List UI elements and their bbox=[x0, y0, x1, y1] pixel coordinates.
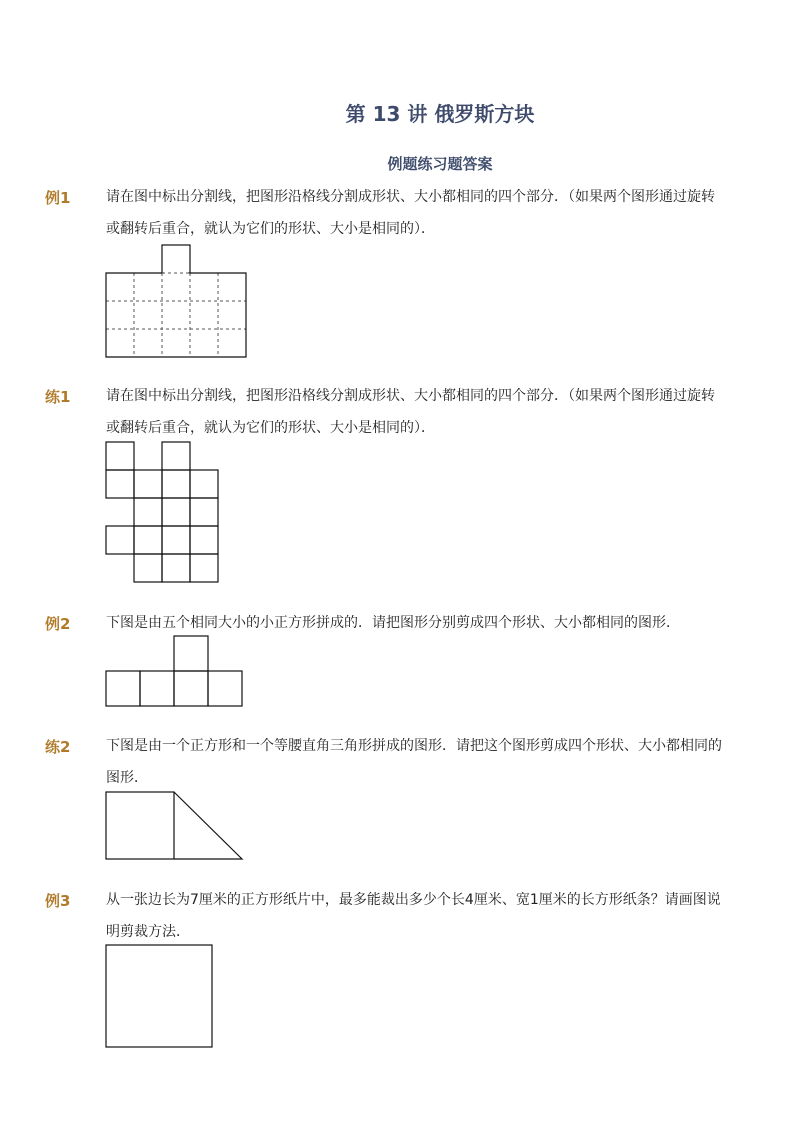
page-title: 第 13 讲 俄罗斯方块 bbox=[345, 102, 535, 126]
grid-top-cell bbox=[162, 245, 190, 273]
page-subtitle: 例题练习题答案 bbox=[387, 155, 493, 173]
figure-ex3-square bbox=[106, 945, 216, 1050]
problem-label: 练1 bbox=[45, 388, 71, 406]
problem-text: 从一张边长为7厘米的正方形纸片中，最多能裁出多少个长4厘米、宽1厘米的长方形纸条？请画图说明剪裁方法． bbox=[106, 892, 721, 940]
problem-text: 请在图中标出分割线，把图形沿格线分割成形状、大小都相同的四个部分．（如果两个图形通过旋转或翻转后重合，就认为它们的形状、大小是相同的）． bbox=[106, 388, 715, 436]
problem-text: 下图是由五个相同大小的小正方形拼成的．请把图形分别剪成四个形状、大小都相同的图形． bbox=[106, 615, 680, 631]
figure-pr2-shape bbox=[106, 792, 246, 862]
figure-ex1-grid bbox=[106, 245, 246, 358]
problem-label: 例3 bbox=[45, 892, 71, 910]
problem-label: 例1 bbox=[45, 189, 71, 207]
problem-label: 例2 bbox=[45, 615, 71, 633]
problem-text: 下图是由一个正方形和一个等腰直角三角形拼成的图形．请把这个图形剪成四个形状、大小都相同的图形． bbox=[106, 738, 722, 786]
problem-label: 练2 bbox=[45, 738, 71, 756]
figure-ex2-shape bbox=[106, 636, 244, 708]
problem-text: 请在图中标出分割线，把图形沿格线分割成形状、大小都相同的四个部分．（如果两个图形通过旋转或翻转后重合，就认为它们的形状、大小是相同的）． bbox=[106, 189, 715, 237]
figure-pr1-shape bbox=[106, 442, 218, 584]
